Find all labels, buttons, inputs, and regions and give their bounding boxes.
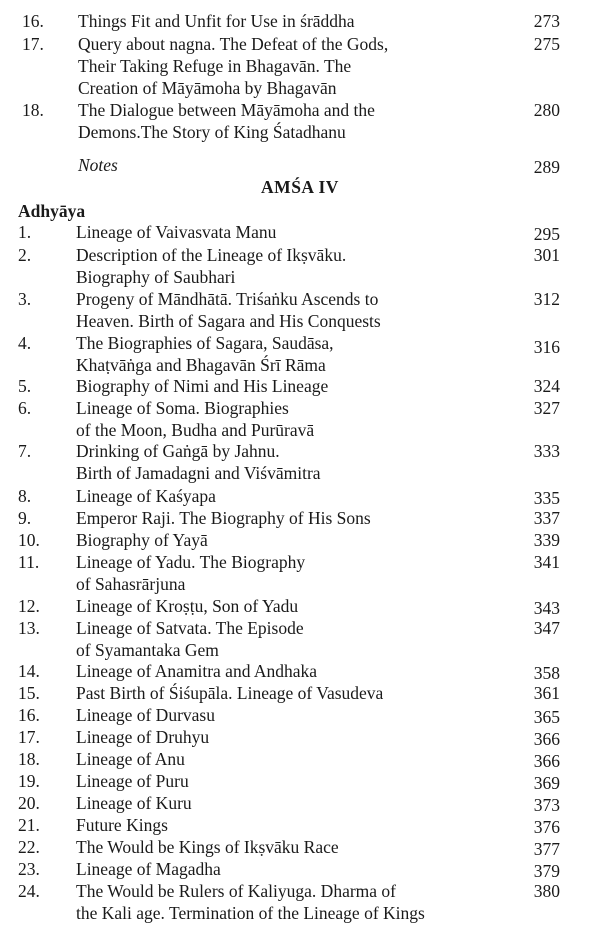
entry-title	[76, 682, 496, 704]
entry-number: 23.	[18, 859, 40, 879]
entry-number: 5.	[18, 376, 32, 396]
entry-title-line: Heaven. Birth of Sagara and His Conquests	[76, 311, 381, 331]
entry-title-line: Lineage of Satvata. The Episode	[76, 618, 304, 638]
entry-number: 2.	[18, 245, 32, 265]
entry-title-line: Biography of Nimi and His Lineage	[76, 376, 329, 396]
entry-page-number: 335	[533, 488, 560, 508]
entry-title-line: Biography of Saubhari	[76, 267, 236, 287]
entry-title	[76, 836, 496, 858]
entry-title-line: The Would be Kings of Ikṣvāku Race	[76, 837, 339, 857]
entry-title	[76, 485, 496, 507]
entry-title	[76, 660, 496, 682]
entry-page-number: 376	[533, 817, 560, 837]
entry-title-line: Lineage of Kaśyapa	[76, 486, 216, 506]
entry-number: 16.	[18, 705, 40, 725]
entry-title-line: Lineage of Magadha	[76, 859, 221, 879]
entry-title	[76, 858, 496, 880]
entry-title-line: Lineage of Kroṣṭu, Son of Yadu	[76, 596, 299, 616]
entry-page-number: 358	[533, 663, 560, 683]
entry-page-number: 337	[533, 508, 560, 528]
part-heading: AMŚA IV	[261, 177, 339, 197]
entry-title	[76, 332, 496, 376]
entry-page-number: 324	[533, 376, 560, 396]
entry-title	[76, 814, 496, 836]
entry-title	[76, 529, 496, 551]
notes-label: Notes	[78, 155, 118, 175]
entry-page-number: 339	[533, 530, 560, 550]
entry-title-line: The Biographies of Sagara, Saudāsa,	[76, 333, 334, 353]
entry-page-number: 347	[533, 618, 560, 638]
entry-number: 18.	[22, 100, 44, 120]
entry-title	[76, 397, 496, 441]
entry-number: 17.	[18, 727, 40, 747]
entry-title-line: Lineage of Druhyu	[76, 727, 210, 747]
entry-title	[76, 375, 496, 397]
entry-page-number: 361	[533, 683, 560, 703]
entry-page-number: 380	[533, 881, 560, 901]
entry-number: 13.	[18, 618, 40, 638]
entry-title-line: Biography of Yayā	[76, 530, 208, 550]
entry-title-line: Creation of Māyāmoha by Bhagavān	[78, 78, 337, 98]
entry-title	[76, 792, 496, 814]
entry-title-line: Lineage of Anamitra and Andhaka	[76, 661, 318, 681]
entry-title-line: of the Moon, Budha and Purūravā	[76, 420, 315, 440]
entry-page-number: 333	[533, 441, 560, 461]
entry-title-line: Emperor Raji. The Biography of His Sons	[76, 508, 371, 528]
entry-title-line: Lineage of Yadu. The Biography	[76, 552, 306, 572]
entry-title	[76, 880, 496, 924]
entry-title-line: Progeny of Māndhātā. Triśaṅku Ascends to	[76, 289, 379, 309]
entry-number: 16.	[22, 11, 44, 31]
entry-page-number: 312	[533, 289, 560, 309]
entry-page-number: 366	[533, 729, 560, 749]
entry-title	[76, 770, 496, 792]
entry-page-number: 379	[533, 861, 560, 881]
entry-title-line: Things Fit and Unfit for Use in śrāddha	[78, 11, 355, 31]
entry-title-line: Khaṭvāṅga and Bhagavān Śrī Rāma	[76, 355, 326, 375]
entry-title-line: Birth of Jamadagni and Viśvāmitra	[76, 463, 321, 483]
entry-title	[76, 726, 496, 748]
entry-number: 19.	[18, 771, 40, 791]
entry-number: 3.	[18, 289, 32, 309]
entry-title	[76, 595, 496, 617]
entry-title-line: Query about nagna. The Defeat of the Gods,	[78, 34, 389, 54]
entry-title-line: Lineage of Soma. Biographies	[76, 398, 289, 418]
entry-title	[76, 551, 496, 595]
entry-title	[76, 440, 496, 484]
entry-page-number: 295	[533, 224, 560, 244]
entry-title-line: Future Kings	[76, 815, 168, 835]
entry-title	[76, 244, 496, 288]
entry-page-number: 366	[533, 751, 560, 771]
entry-number: 10.	[18, 530, 40, 550]
entry-page-number: 365	[533, 707, 560, 727]
entry-page-number: 343	[533, 598, 560, 618]
entry-number: 1.	[18, 222, 32, 242]
entry-title-line: The Would be Rulers of Kaliyuga. Dharma of	[76, 881, 396, 901]
entry-number: 15.	[18, 683, 40, 703]
entry-number: 9.	[18, 508, 32, 528]
entry-page-number: 369	[533, 773, 560, 793]
entry-number: 20.	[18, 793, 40, 813]
entry-number: 4.	[18, 333, 32, 353]
entry-number: 6.	[18, 398, 32, 418]
entry-title	[76, 288, 496, 332]
entry-number: 18.	[18, 749, 40, 769]
entry-title	[76, 221, 496, 243]
section-label: Adhyāya	[18, 201, 86, 221]
entry-number: 7.	[18, 441, 32, 461]
entry-title	[78, 33, 498, 99]
entry-title	[78, 10, 498, 32]
entry-title-line: Description of the Lineage of Ikṣvāku.	[76, 245, 347, 265]
entry-title-line: Lineage of Anu	[76, 749, 185, 769]
entry-number: 8.	[18, 486, 32, 506]
entry-title	[76, 507, 496, 529]
entry-page-number: 273	[533, 11, 560, 31]
entry-page-number: 280	[533, 100, 560, 120]
entry-number: 14.	[18, 661, 40, 681]
entry-page-number: 327	[533, 398, 560, 418]
entry-title	[76, 617, 496, 661]
entry-page-number: 301	[533, 245, 560, 265]
entry-title-line: Drinking of Gaṅgā by Jahnu.	[76, 441, 280, 461]
entry-title-line: of Sahasrārjuna	[76, 574, 186, 594]
entry-page-number: 373	[533, 795, 560, 815]
entry-page-number: 377	[533, 839, 560, 859]
entry-page-number: 316	[533, 337, 560, 357]
entry-title-line: the Kali age. Termination of the Lineage of Kings	[76, 903, 425, 923]
entry-title-line: The Dialogue between Māyāmoha and the	[78, 100, 375, 120]
entry-number: 24.	[18, 881, 40, 901]
entry-title	[76, 704, 496, 726]
entry-title-line: Demons.The Story of King Śatadhanu	[78, 122, 346, 142]
entry-title-line: Lineage of Puru	[76, 771, 189, 791]
entry-number: 22.	[18, 837, 40, 857]
entry-title-line: Lineage of Kuru	[76, 793, 192, 813]
entry-title-line: Past Birth of Śiśupāla. Lineage of Vasudeva	[76, 683, 384, 703]
entry-number: 11.	[18, 552, 40, 572]
entry-title	[78, 99, 498, 143]
entry-title-line: of Syamantaka Gem	[76, 640, 219, 660]
entry-title-line: Lineage of Durvasu	[76, 705, 215, 725]
entry-title-line: Their Taking Refuge in Bhagavān. The	[78, 56, 352, 76]
notes-page-number: 289	[533, 157, 560, 177]
entry-title-line: Lineage of Vaivasvata Manu	[76, 222, 277, 242]
entry-page-number: 341	[533, 552, 560, 572]
entry-number: 12.	[18, 596, 40, 616]
entry-page-number: 275	[533, 34, 560, 54]
entry-number: 21.	[18, 815, 40, 835]
entry-title	[76, 748, 496, 770]
entry-number: 17.	[22, 34, 44, 54]
